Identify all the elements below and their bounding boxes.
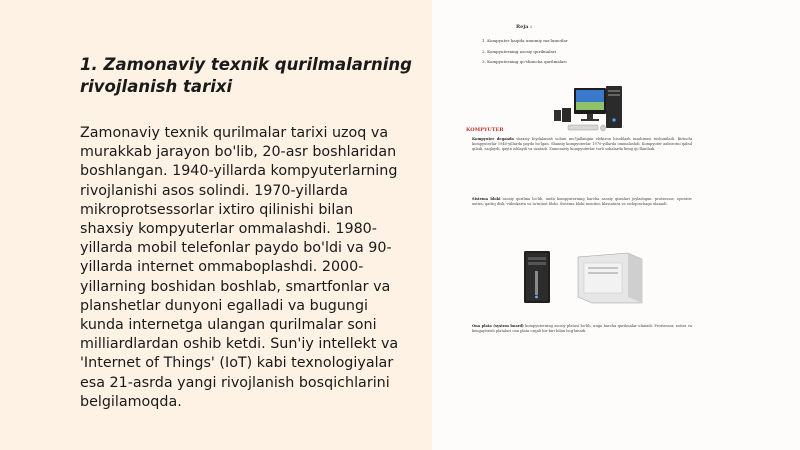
- doc-paragraph-lead: Kompyuter deganda: [472, 137, 514, 141]
- doc-paragraph-lead: Sistema bloki: [472, 197, 501, 201]
- doc-paragraph-text: kompyuterning asosiy platasi bo'lib, unga barcha qurilmalar ulanadi. Protsessor, xotira va kengaytirish platalari ona plata orqali bir-biri bilan bog'lanadi.: [472, 324, 692, 334]
- doc-paragraph: [472, 324, 692, 334]
- doc-outline-item: 2. Kompyuterning asosiy qurilmalari: [482, 48, 557, 54]
- doc-section-title: KOMPYUTER: [466, 127, 504, 133]
- desktop-computer-image: [554, 80, 626, 136]
- doc-outline-item: 1. Kompyuter haqida umumiy ma'lumotlar: [482, 38, 568, 43]
- system-unit-tower-image: [516, 249, 556, 305]
- system-unit-case-image: [572, 249, 648, 305]
- slide-title: 1. Zamonaviy texnik qurilmalarning rivojlanish tarixi: [80, 55, 412, 96]
- slide-body-text: Zamonaviy texnik qurilmalar tarixi uzoq va murakkab jarayon bo'lib, 20-asr boshlaridan boshlangan. 1940-yillarda kompyuterlarning rivojlanishi asos solindi. 1970-yillarda mikroprotsessorlar ixtiro qilinishi bilan shaxsiy kompyuterlar ommalashdi. 1980-yillarda mobil telefonlar paydo bo'ldi va 90-yillarda internet ommaboplashdi. 2000-yillarning boshidan boshlab, smartfonlar va planshetlar dunyoni egalladi va bugungi kunda internetga ulangan qurilmalar soni milliardlardan oshib ketdi. Sun'iy intellekt va 'Internet of Things' (IoT) kabi texnologiyalar esa 21-asrda yangi rivojlanish bosqichlarini belgilamoqda.: [80, 125, 399, 410]
- doc-paragraph: [472, 137, 692, 153]
- doc-paragraph-text: asosiy qurilma bo'lib, unda kompyuterning barcha asosiy qismlari joylashgan: protsessor, operativ xotira, qattiq disk, videokarta va ta'minot bloki. Sistema bloki monitor, klaviatura va sichqonchaga ulanadi.: [472, 197, 692, 207]
- doc-heading: Reja :: [516, 24, 532, 30]
- doc-outline-item: 3. Kompyuterning qo'shimcha qurilmalari: [482, 59, 567, 64]
- document-page: [466, 16, 698, 436]
- doc-paragraph: [472, 197, 692, 207]
- doc-paragraph-text: shaxsiy foydalanish uchun mo'ljallangan elektron hisoblash mashinasi tushuniladi. Birinchi kompyuterlar 1940-yillarda paydo bo'lgan. Shaxsiy kompyuterlar 1970-yillarda ommalashdi. Kompyuter axborotni qabul qiladi, saqlaydi, qayta ishlaydi va uzatadi. Zamonaviy kompyuterlar turli sohalarda keng qo'llaniladi.: [472, 137, 692, 152]
- doc-paragraph-lead: Ona plata (system board): [472, 324, 524, 328]
- doc-outline-list: [482, 36, 568, 68]
